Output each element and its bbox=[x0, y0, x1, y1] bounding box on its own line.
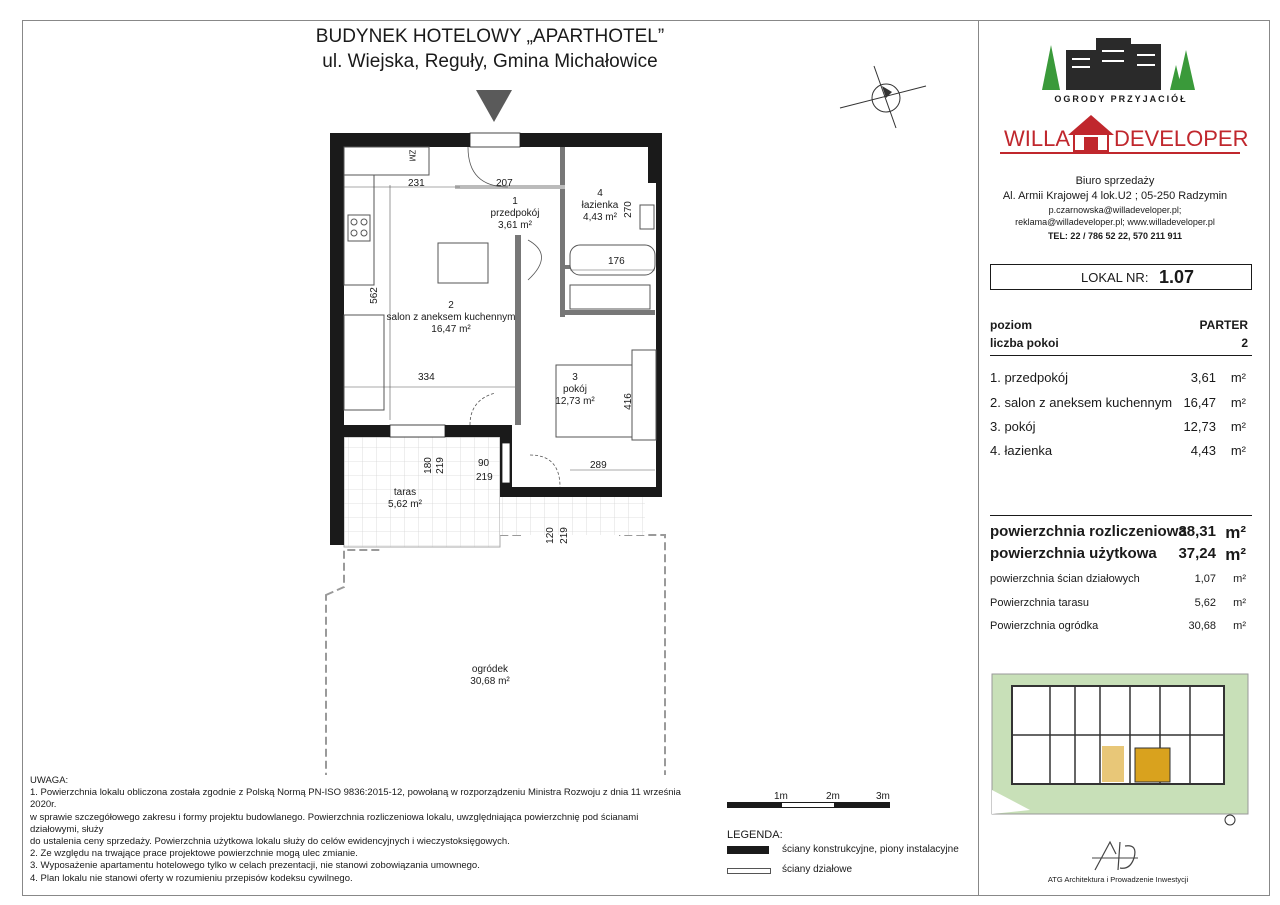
dim-90: 90 bbox=[478, 458, 490, 469]
note-line: 3. Wyposażenie apartamentu hotelowego tylko w celach prezentacji, nie stanowi zobowiązania umownego. bbox=[30, 860, 480, 872]
legend-item-partition: ściany działowe bbox=[782, 864, 853, 875]
lokal-number: 1.07 bbox=[1159, 267, 1195, 287]
ogrodek-label: ogródek 30,68 m² bbox=[470, 664, 510, 687]
dim-219-b: 219 bbox=[476, 472, 493, 483]
scale-label-2m: 2m bbox=[826, 791, 840, 802]
building-title: BUDYNEK HOTELOWY „APARTHOTEL” bbox=[315, 26, 665, 47]
dim-120: 120 bbox=[544, 527, 556, 544]
lokal-label: LOKAL NR: bbox=[1081, 270, 1149, 285]
legend-item-structural: ściany konstrukcyjne, piony instalacyjne bbox=[782, 844, 959, 855]
divider bbox=[990, 355, 1252, 356]
ogrody-logo bbox=[1036, 30, 1206, 102]
divider bbox=[990, 515, 1252, 516]
willa-house-icon bbox=[1066, 113, 1116, 153]
scale-label-3m: 3m bbox=[876, 791, 890, 802]
note-line: 1. Powierzchnia lokalu obliczona została zgodnie z Polską Normą PN-ISO 9836:2015-12, powołaną w rozporządzeniu Ministra Rozwoju z dnia 11 września 2020r. bbox=[30, 787, 681, 811]
building-address: ul. Wiejska, Reguły, Gmina Michałowice bbox=[322, 51, 658, 72]
legend-swatch-partition bbox=[727, 868, 771, 874]
atg-logo-icon bbox=[1090, 840, 1140, 872]
note-line: w sprawie szczegółowego zakresu i formy projektu budowlanego. Powierzchnia rozliczeniowa lokalu, uwzględniająca powierzchnię pod ścianami działowymi, służy bbox=[30, 811, 639, 835]
pokoi-row: liczba pokoi 2 bbox=[990, 336, 1248, 350]
notes-block bbox=[30, 775, 690, 885]
entrance-arrow-icon bbox=[474, 88, 514, 124]
room-3-label: 3 pokój 12,73 m² bbox=[555, 372, 595, 407]
dim-231: 231 bbox=[408, 178, 425, 189]
note-line: 2. Ze względu na trwające prace projektowe powierzchnie mogą ulec zmianie. bbox=[30, 848, 358, 860]
dim-334: 334 bbox=[418, 372, 435, 383]
poziom-row: poziom PARTER bbox=[990, 318, 1248, 332]
contact-address: Al. Armii Krajowej 4 lok.U2 ; 05-250 Radzymin bbox=[1002, 190, 1228, 202]
scale-bar bbox=[727, 802, 890, 808]
atg-logo-text: ATG Architektura i Prowadzenie Inwestycji bbox=[1047, 875, 1189, 884]
dim-176: 176 bbox=[608, 256, 625, 267]
column-divider bbox=[978, 20, 979, 896]
scale-label-1m: 1m bbox=[774, 791, 788, 802]
contact-email-2: reklama@willadeveloper.pl; www.willadeveloper.pl bbox=[1015, 217, 1215, 227]
notes-title: UWAGA: bbox=[30, 775, 69, 786]
dim-416: 416 bbox=[622, 393, 634, 410]
note-line: 4. Plan lokalu nie stanowi oferty w rozumieniu przepisów kodeksu cywilnego. bbox=[30, 872, 353, 884]
dim-289: 289 bbox=[590, 460, 607, 471]
dim-562: 562 bbox=[368, 287, 380, 304]
room-4-label: 4 łazienka 4,43 m² bbox=[581, 188, 619, 223]
legend-swatch-structural bbox=[727, 846, 769, 854]
dim-219-a: 219 bbox=[434, 457, 446, 474]
contact-sales: Biuro sprzedaży bbox=[1075, 175, 1155, 187]
north-arrow-icon bbox=[838, 62, 928, 132]
dim-180: 180 bbox=[422, 457, 434, 474]
willa-logo-left: WILLA bbox=[1003, 126, 1070, 151]
dim-219-c: 219 bbox=[558, 527, 570, 544]
dim-270: 270 bbox=[622, 201, 634, 218]
contact-phone: TEL: 22 / 786 52 22, 570 211 911 bbox=[1047, 231, 1183, 241]
dim-207: 207 bbox=[496, 178, 513, 189]
lokal-box bbox=[990, 264, 1252, 290]
ogrody-logo-text: OGRODY PRZYJACIÓŁ bbox=[1054, 94, 1188, 104]
key-plan bbox=[990, 670, 1252, 830]
taras-label: taras 5,62 m² bbox=[388, 487, 422, 510]
willa-logo-right: DEVELOPER bbox=[1114, 126, 1249, 151]
room-2-label: 2 salon z aneksem kuchennym 16,47 m² bbox=[386, 300, 516, 335]
room-1-label: 1 przedpokój 3,61 m² bbox=[490, 196, 540, 231]
legend-title: LEGENDA: bbox=[727, 829, 783, 841]
note-line: do ustalenia ceny sprzedaży. Powierzchnia użytkowa lokalu służy do celów ewidencyjnych i wieczystoksięgowych. bbox=[30, 836, 510, 848]
zm-label: ZM bbox=[407, 149, 417, 162]
contact-email-1: p.czarnowska@willadeveloper.pl; bbox=[1048, 205, 1182, 215]
willa-underline bbox=[1000, 152, 1240, 154]
